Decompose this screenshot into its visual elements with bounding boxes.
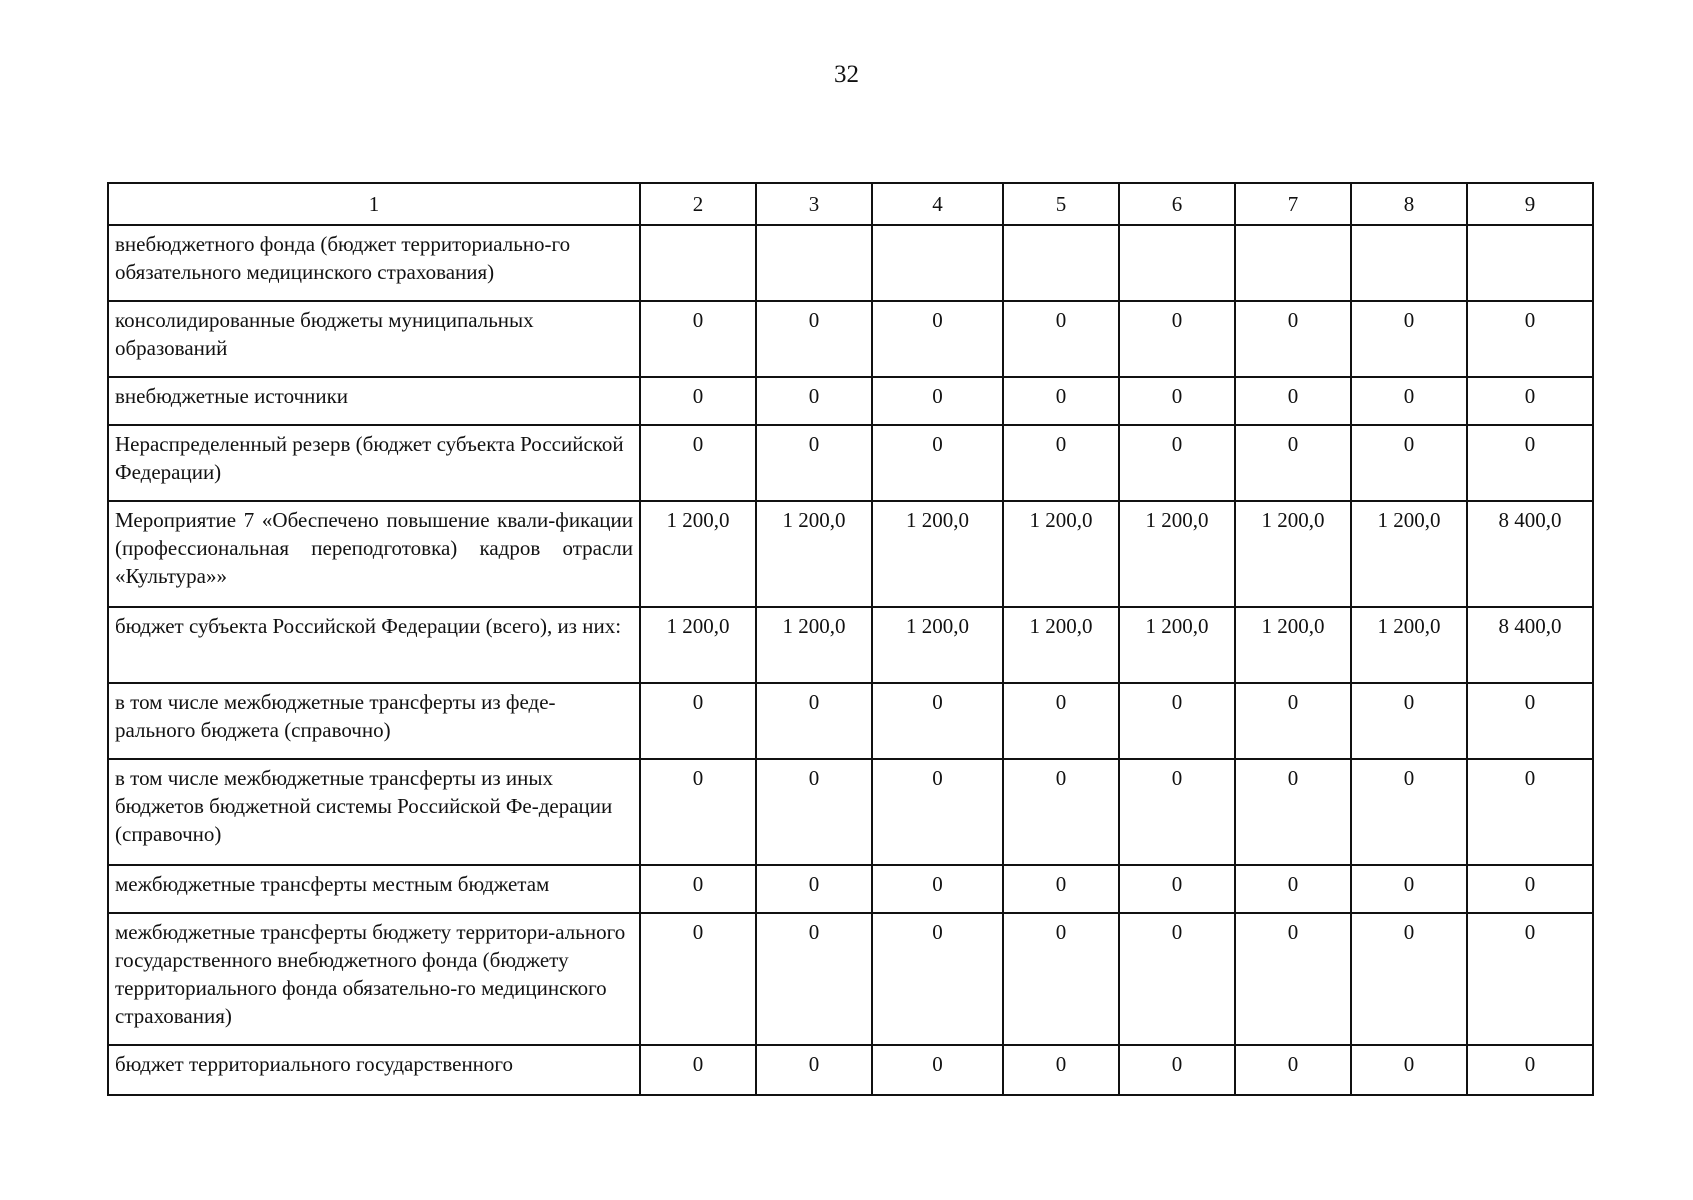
table-cell: 0	[1467, 913, 1593, 1045]
table-cell: 1 200,0	[872, 607, 1003, 683]
table-row	[108, 865, 1593, 913]
table-cell: 0	[640, 377, 756, 425]
table-cell: 0	[1003, 913, 1119, 1045]
table-cell: 0	[1003, 683, 1119, 759]
table-cell: 0	[1467, 865, 1593, 913]
table-cell: 1 200,0	[756, 607, 872, 683]
table-row	[108, 501, 1593, 607]
row-label: внебюджетного фонда (бюджет территориально-го обязательного медицинского страхования)	[108, 225, 640, 301]
column-header: 5	[1003, 183, 1119, 225]
table-header-row	[108, 183, 1593, 225]
table-cell: 0	[756, 1045, 872, 1095]
table-row	[108, 301, 1593, 377]
table-cell: 0	[872, 377, 1003, 425]
table-cell: 0	[1235, 301, 1351, 377]
table-cell: 0	[1351, 377, 1467, 425]
table-cell	[756, 225, 872, 301]
table-cell: 0	[756, 683, 872, 759]
table-cell: 0	[756, 759, 872, 865]
table-cell	[872, 225, 1003, 301]
table-cell: 0	[1467, 1045, 1593, 1095]
table-cell: 1 200,0	[756, 501, 872, 607]
row-label: внебюджетные источники	[108, 377, 640, 425]
row-label: межбюджетные трансферты местным бюджетам	[108, 865, 640, 913]
table-cell: 1 200,0	[1351, 501, 1467, 607]
table-cell	[1351, 225, 1467, 301]
table-cell: 0	[640, 301, 756, 377]
table-cell: 0	[1119, 301, 1235, 377]
table-cell: 1 200,0	[1003, 607, 1119, 683]
table-cell: 0	[1467, 683, 1593, 759]
column-header: 4	[872, 183, 1003, 225]
table-row	[108, 377, 1593, 425]
table-cell: 1 200,0	[1235, 501, 1351, 607]
table-cell: 0	[1351, 425, 1467, 501]
table-cell	[1003, 225, 1119, 301]
table-cell: 0	[1119, 377, 1235, 425]
budget-table	[107, 182, 1594, 1096]
table-row	[108, 607, 1593, 683]
table-row	[108, 759, 1593, 865]
table-cell: 8 400,0	[1467, 607, 1593, 683]
table-cell: 0	[756, 425, 872, 501]
table-cell: 0	[1119, 865, 1235, 913]
table-cell: 0	[1351, 1045, 1467, 1095]
table-cell: 1 200,0	[1351, 607, 1467, 683]
table-row	[108, 425, 1593, 501]
column-header: 2	[640, 183, 756, 225]
row-label: Нераспределенный резерв (бюджет субъекта Российской Федерации)	[108, 425, 640, 501]
table-cell: 0	[1351, 865, 1467, 913]
table-cell: 0	[872, 759, 1003, 865]
table-cell: 0	[872, 1045, 1003, 1095]
table-cell	[640, 225, 756, 301]
table-cell: 0	[640, 759, 756, 865]
column-header: 3	[756, 183, 872, 225]
table-cell	[1235, 225, 1351, 301]
table-cell: 0	[756, 865, 872, 913]
table-cell: 0	[1351, 301, 1467, 377]
table-cell: 0	[1467, 425, 1593, 501]
table-cell: 0	[1003, 759, 1119, 865]
table-cell: 0	[1467, 759, 1593, 865]
table-cell: 0	[1235, 377, 1351, 425]
column-header: 8	[1351, 183, 1467, 225]
table-cell: 0	[1003, 1045, 1119, 1095]
table-cell: 0	[1003, 865, 1119, 913]
row-label: в том числе межбюджетные трансферты из феде-рального бюджета (справочно)	[108, 683, 640, 759]
table-cell: 0	[1119, 683, 1235, 759]
row-label: в том числе межбюджетные трансферты из иных бюджетов бюджетной системы Российской Фе-дерации (справочно)	[108, 759, 640, 865]
column-header: 9	[1467, 183, 1593, 225]
table-cell: 0	[640, 425, 756, 501]
table-cell: 0	[1351, 913, 1467, 1045]
table-cell: 0	[1351, 759, 1467, 865]
table-cell: 0	[1235, 759, 1351, 865]
table-cell: 0	[756, 913, 872, 1045]
row-label: бюджет субъекта Российской Федерации (всего), из них:	[108, 607, 640, 683]
table-cell: 0	[872, 425, 1003, 501]
column-header: 6	[1119, 183, 1235, 225]
table-cell: 0	[1235, 1045, 1351, 1095]
table-cell: 1 200,0	[1235, 607, 1351, 683]
table-cell: 1 200,0	[640, 501, 756, 607]
column-header: 7	[1235, 183, 1351, 225]
table-body	[108, 225, 1593, 1095]
table-cell: 0	[1003, 301, 1119, 377]
table-cell: 0	[1235, 425, 1351, 501]
table-cell: 0	[1119, 1045, 1235, 1095]
table-cell: 0	[640, 683, 756, 759]
row-label: Мероприятие 7 «Обеспечено повышение квали-фикации (профессиональная переподготовка) кадров отрасли «Культура»»	[108, 501, 640, 607]
table-cell: 0	[1467, 377, 1593, 425]
table-cell: 0	[872, 683, 1003, 759]
table-cell: 0	[1235, 865, 1351, 913]
table-row	[108, 1045, 1593, 1095]
table-cell: 0	[1467, 301, 1593, 377]
column-header: 1	[108, 183, 640, 225]
table-cell: 1 200,0	[1119, 501, 1235, 607]
table-cell: 0	[1235, 913, 1351, 1045]
table-cell: 0	[756, 377, 872, 425]
table-cell: 0	[640, 865, 756, 913]
table-cell: 0	[1351, 683, 1467, 759]
page-number: 32	[834, 61, 859, 88]
table-cell: 0	[640, 913, 756, 1045]
table-cell: 0	[640, 1045, 756, 1095]
table-row	[108, 683, 1593, 759]
table-cell: 0	[756, 301, 872, 377]
table-cell: 0	[872, 865, 1003, 913]
table-cell: 0	[1003, 425, 1119, 501]
row-label: консолидированные бюджеты муниципальных образований	[108, 301, 640, 377]
table-cell: 0	[1003, 377, 1119, 425]
table-cell: 8 400,0	[1467, 501, 1593, 607]
table-cell	[1467, 225, 1593, 301]
table-cell: 0	[1235, 683, 1351, 759]
table-cell: 1 200,0	[1003, 501, 1119, 607]
row-label: бюджет территориального государственного	[108, 1045, 640, 1095]
table-row	[108, 225, 1593, 301]
table-cell: 0	[1119, 913, 1235, 1045]
table-cell: 0	[1119, 759, 1235, 865]
table-row	[108, 913, 1593, 1045]
table-cell: 0	[872, 301, 1003, 377]
table-cell: 0	[872, 913, 1003, 1045]
table-cell: 1 200,0	[640, 607, 756, 683]
row-label: межбюджетные трансферты бюджету территори-ального государственного внебюджетного фонда (бюджету территориального фонда обязательно-го медицинского страхования)	[108, 913, 640, 1045]
table-cell: 0	[1119, 425, 1235, 501]
table-cell: 1 200,0	[872, 501, 1003, 607]
table-cell	[1119, 225, 1235, 301]
table-cell: 1 200,0	[1119, 607, 1235, 683]
